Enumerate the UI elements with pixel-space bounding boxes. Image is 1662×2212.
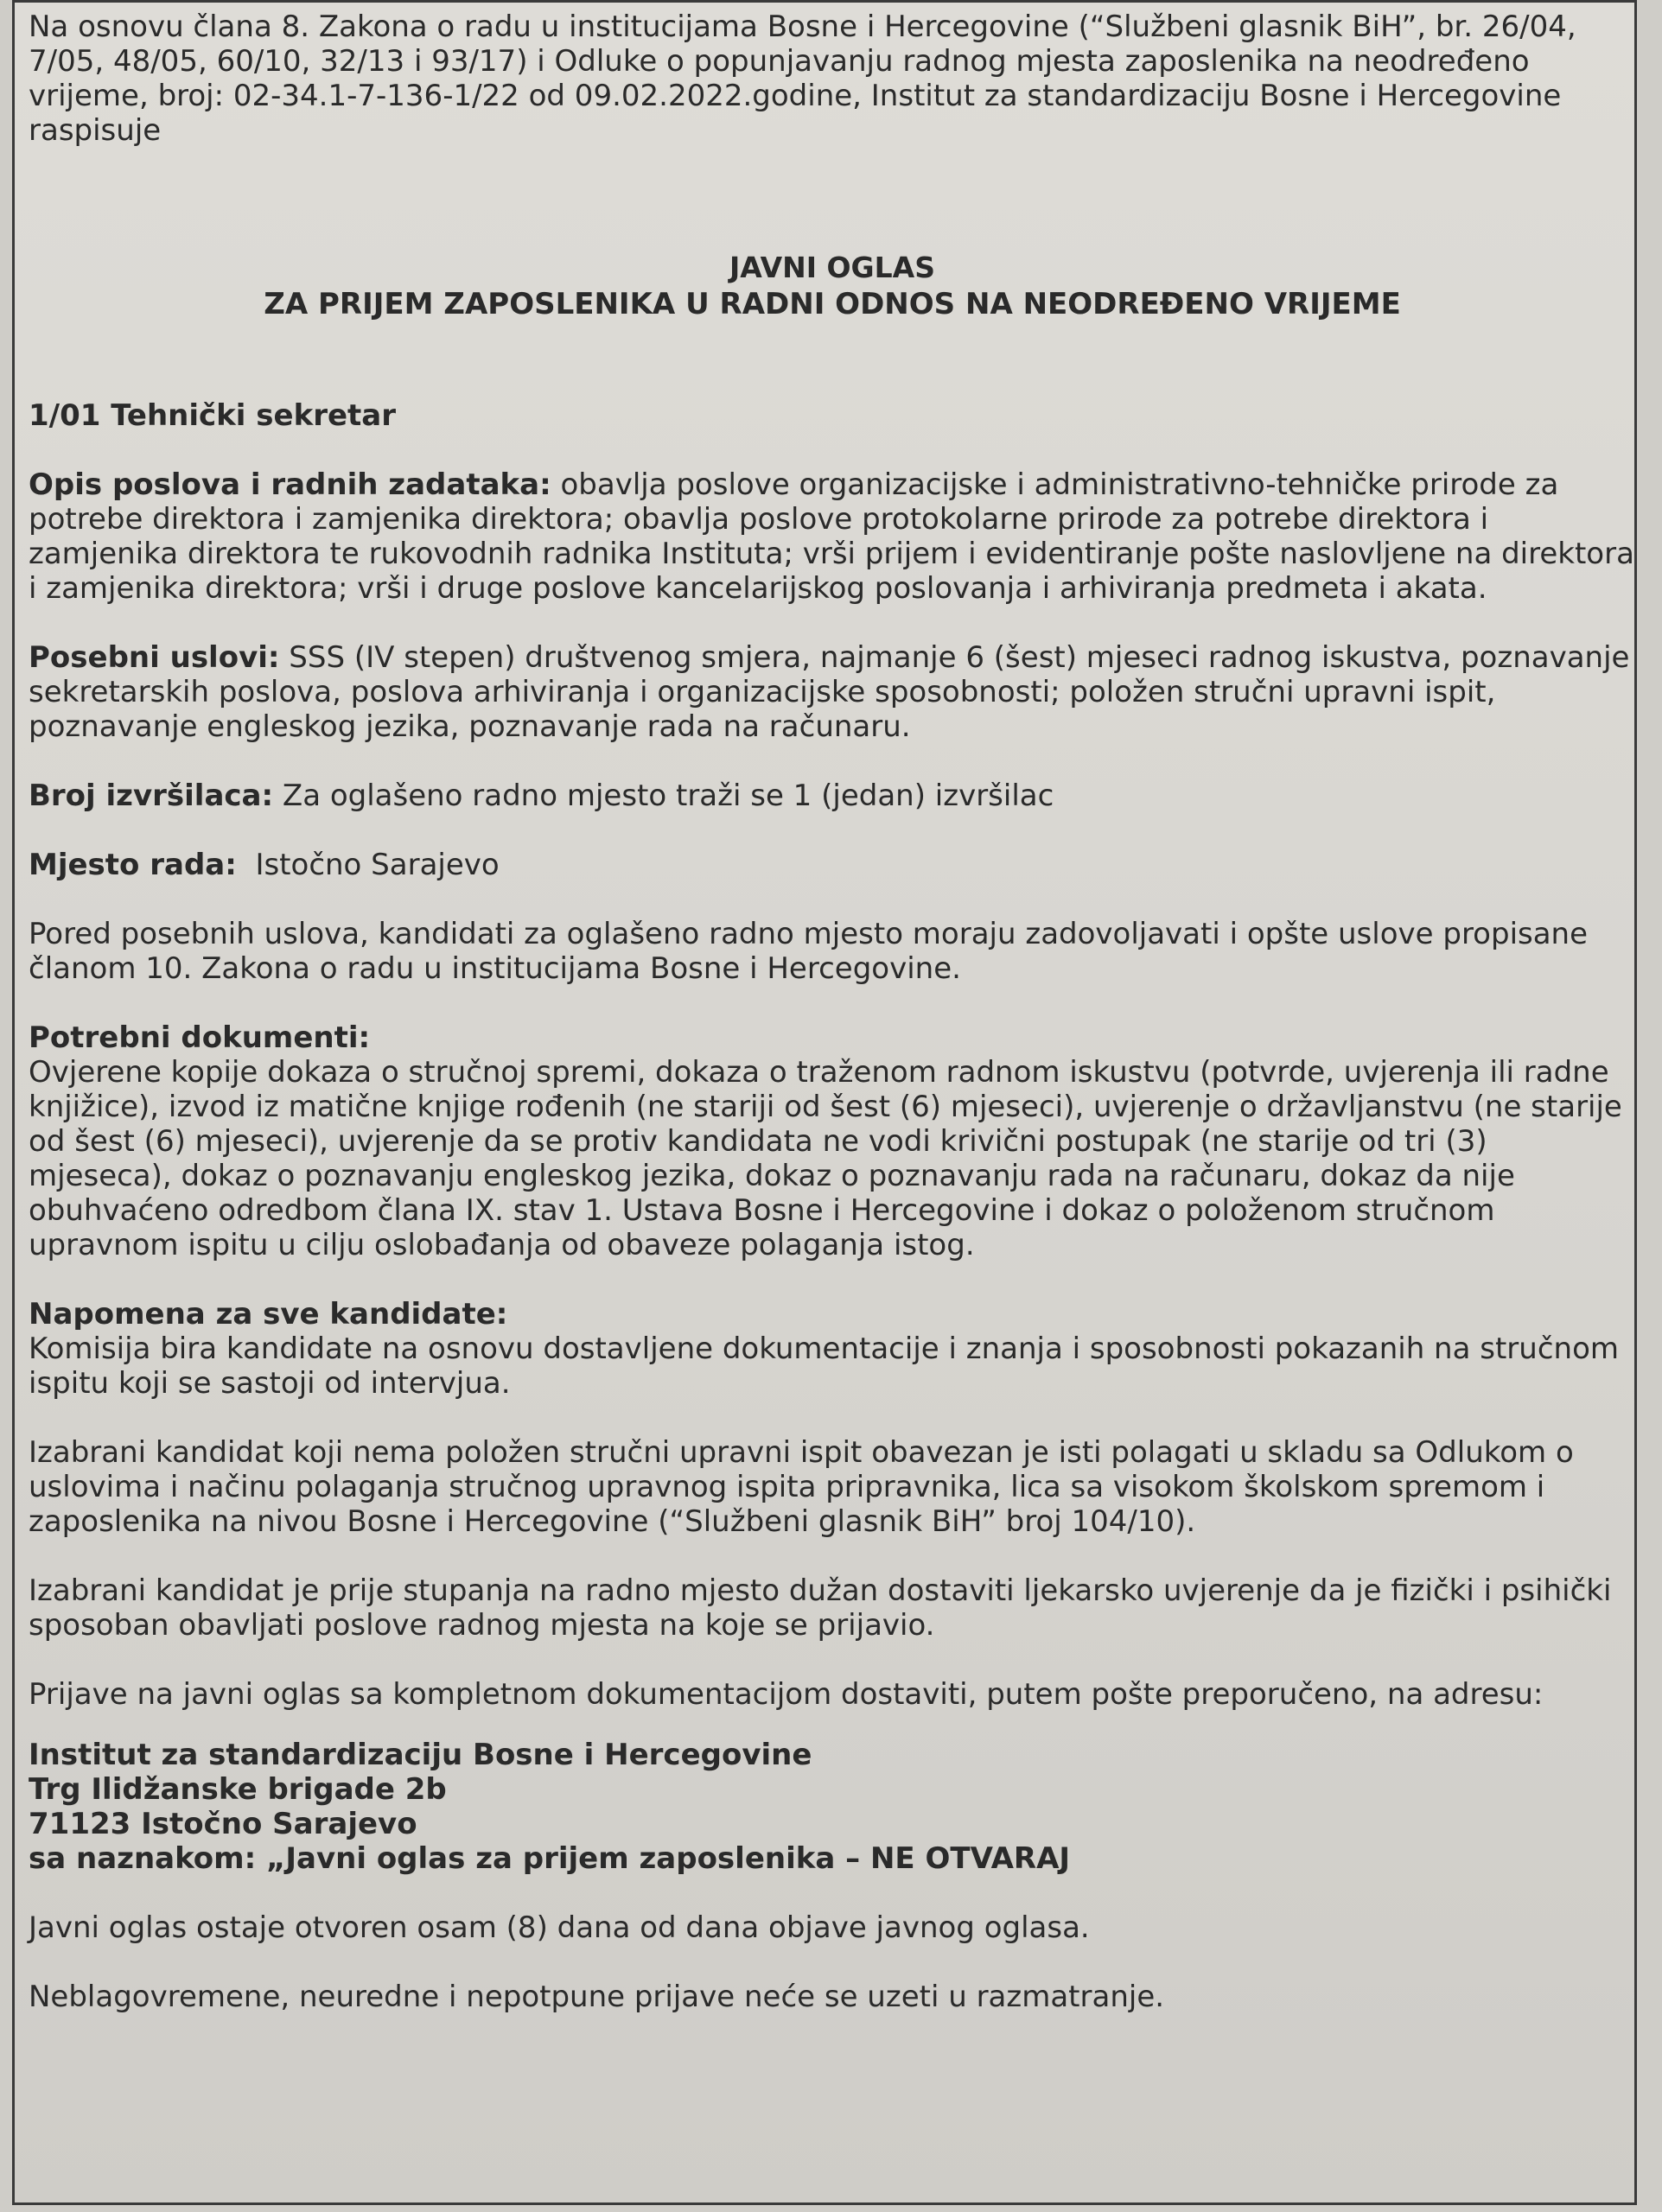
intro-paragraph: Na osnovu člana 8. Zakona o radu u institucijama Bosne i Hercegovine (“Službeni glasnik BiH”, br. 26/04, 7/05, 48/05, 60/10, 32/13 i 93/17) i Odluke o popunjavanju radnog mjesta zaposlenika na neodređeno vrijeme, broj: 02-34.1-7-136-1/22 od 09.02.2022.godine, Institut za standardizaciju Bosne i Hercegovine raspisuje xyxy=(29,10,1576,148)
mailing-address xyxy=(29,1738,1636,1876)
required-documents-label: Potrebni dokumenti: xyxy=(29,1020,371,1055)
special-conditions xyxy=(29,640,1636,744)
job-description xyxy=(29,467,1636,606)
special-conditions-label: Posebni uslovi: xyxy=(29,640,280,675)
candidate-note xyxy=(29,1297,1636,1401)
work-location-text: Istočno Sarajevo xyxy=(236,848,500,882)
job-description-label: Opis poslova i radnih zadataka: xyxy=(29,467,551,502)
general-conditions: Pored posebnih uslova, kandidati za oglašeno radno mjesto moraju zadovoljavati i opšte uslove propisane članom 10. Zakona o radu u institucijama Bosne i Hercegovine. xyxy=(29,917,1589,986)
required-documents-text: Ovjerene kopije dokaza o stručnoj spremi, dokaza o traženom radnom iskustvu (potvrde, uvjerenja ili radne knjižice), izvod iz matične knjige rođenih (ne stariji od šest (6) mjeseci), uvjerenje o državljanstvu (ne starije od šest (6) mjeseci), uvjerenje da se protiv kandidata ne vodi krivični postupak (ne starije od tri (3) mjeseca), dokaz o poznavanju engleskog jezika, dokaz o poznavanju rada na računaru, dokaz da nije obuhvaćeno odredbom člana IX. stav 1. Ustava Bosne i Hercegovine i dokaz o položenom stručnom upravnom ispitu u cilju oslobađanja od obaveze polaganja istog. xyxy=(29,1055,1622,1262)
exam-requirement: Izabrani kandidat koji nema položen stručni upravni ispit obavezan je isti polagati u skladu sa Odlukom o uslovima i načinu polaganja stručnog upravnog ispita pripravnika, lica sa visokom školskom spremom i zaposlenika na nivou Bosne i Hercegovine (“Službeni glasnik BiH” broj 104/10). xyxy=(29,1435,1574,1539)
special-conditions-text: SSS (IV stepen) društvenog smjera, najmanje 6 (šest) mjeseci radnog iskustva, poznavanje sekretarskih poslova, poslova arhiviranja i organizacijske sposobnosti; položen stručni upravni ispit, poznavanje engleskog jezika, poznavanje rada na računaru. xyxy=(29,640,1630,744)
address-line-4: sa naznakom: „Javni oglas za prijem zaposlenika – NE OTVARAJ xyxy=(29,1841,1071,1876)
number-of-positions-text: Za oglašeno radno mjesto traži se 1 (jedan) izvršilac xyxy=(273,779,1054,813)
late-applications-note: Neblagovremene, neuredne i nepotpune prijave neće se uzeti u razmatranje. xyxy=(29,1980,1165,2014)
position-title: 1/01 Tehnički sekretar xyxy=(29,398,396,433)
title-line-2: ZA PRIJEM ZAPOSLENIKA U RADNI ODNOS NA NEODREĐENO VRIJEME xyxy=(264,287,1401,321)
job-description-text: obavlja poslove organizacijske i administrativno-tehničke prirode za potrebe direktora i zamjenika direktora; obavlja poslove protokolarne prirode za potrebe direktora i zamjenika direktora te rukovodnih radnika Instituta; vrši prijem i evidentiranje pošte naslovljene na direktora i zamjenika direktora; vrši i druge poslove kancelarijskog poslovanja i arhiviranja predmeta i akata. xyxy=(29,467,1634,606)
announcement-frame xyxy=(12,0,1637,2205)
announcement-title xyxy=(29,250,1636,322)
address-line-2: Trg Ilidžanske brigade 2b xyxy=(29,1772,447,1807)
number-of-positions xyxy=(29,779,1636,813)
application-instructions: Prijave na javni oglas sa kompletnom dokumentacijom dostaviti, putem pošte preporučeno, na adresu: xyxy=(29,1677,1544,1712)
address-line-3: 71123 Istočno Sarajevo xyxy=(29,1807,417,1841)
announcement-content xyxy=(29,10,1636,2014)
address-line-1: Institut za standardizaciju Bosne i Hercegovine xyxy=(29,1738,812,1772)
medical-certificate: Izabrani kandidat je prije stupanja na radno mjesto dužan dostaviti ljekarsko uvjerenje da je fizički i psihički sposoban obavljati poslove radnog mjesta na koje se prijavio. xyxy=(29,1573,1612,1643)
work-location-label: Mjesto rada: xyxy=(29,848,237,882)
candidate-note-label: Napomena za sve kandidate: xyxy=(29,1297,508,1332)
required-documents xyxy=(29,1020,1636,1262)
title-line-1: JAVNI OGLAS xyxy=(729,251,935,284)
candidate-note-text: Komisija bira kandidate na osnovu dostavljene dokumentacije i znanja i sposobnosti pokazanih na stručnom ispitu koji se sastoji od intervjua. xyxy=(29,1332,1619,1401)
open-period: Javni oglas ostaje otvoren osam (8) dana od dana objave javnog oglasa. xyxy=(29,1910,1090,1945)
work-location xyxy=(29,848,1636,882)
number-of-positions-label: Broj izvršilaca: xyxy=(29,779,274,813)
